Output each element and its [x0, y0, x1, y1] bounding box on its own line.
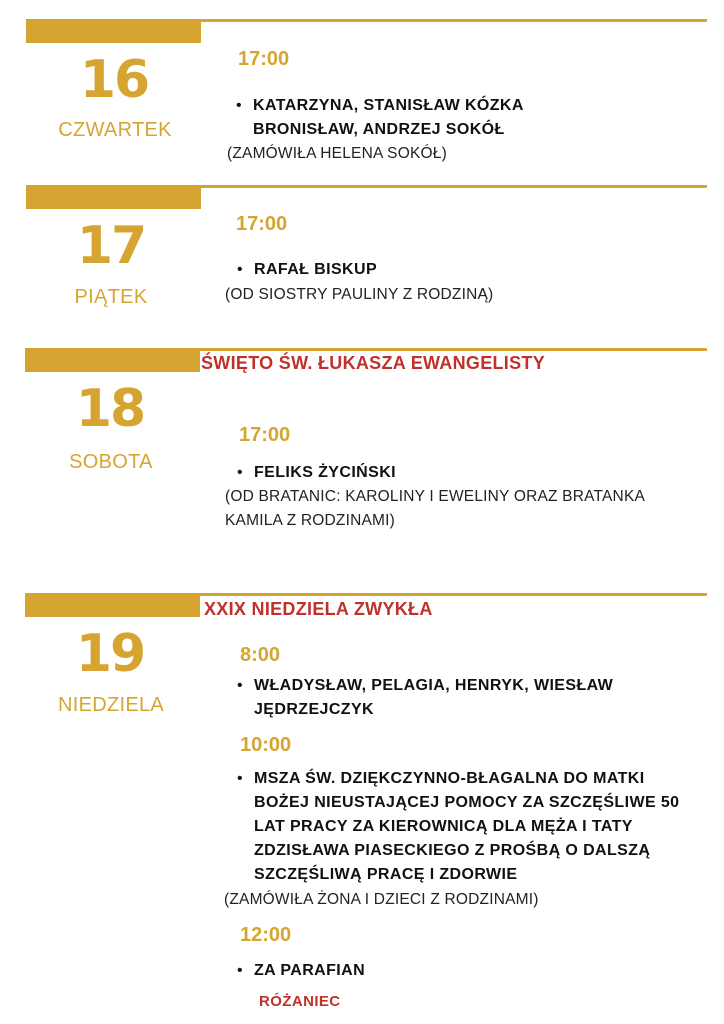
rosary-label: RÓŻANIEC: [259, 993, 341, 1010]
day-name: CZWARTEK: [58, 119, 172, 141]
mass-intention: ZA PARAFIAN: [254, 962, 366, 979]
bullet-icon: •: [236, 97, 242, 114]
mass-intention: KATARZYNA, STANISŁAW KÓZKA BRONISŁAW, ANDRZEJ SOKÓŁ: [253, 97, 524, 138]
day-number: 16: [79, 50, 149, 110]
day-name: SOBOTA: [69, 451, 153, 473]
mass-time: 12:00: [240, 924, 292, 946]
header-bar: [26, 185, 201, 209]
day-number: 17: [76, 216, 146, 276]
bullet-icon: •: [237, 261, 243, 278]
mass-note: (ZAMÓWIŁA ŻONA I DZIECI Z RODZINAMI): [224, 891, 539, 908]
bullet-icon: •: [237, 464, 243, 481]
header-rule: [26, 185, 707, 188]
mass-intention: FELIKS ŻYCIŃSKI: [254, 464, 397, 481]
bullet-icon: •: [237, 962, 243, 979]
header-bar: [25, 348, 200, 372]
day-number: 19: [75, 624, 145, 684]
header-rule: [25, 348, 707, 351]
mass-time: 10:00: [240, 734, 292, 756]
mass-intention: MSZA ŚW. DZIĘKCZYNNO-BŁAGALNA DO MATKI BOŻEJ NIEUSTAJĄCEJ POMOCY ZA SZCZĘŚLIWE 50 LAT PRACY ZA KIEROWNICĄ DLA MĘŻA I TATY ZDZISŁAWA PIASECKIEGO Z PROŚBĄ O DALSZĄ SZCZĘŚLIWĄ PRACĘ I ZDORWIE: [254, 770, 680, 883]
feast-title: ŚWIĘTO ŚW. ŁUKASZA EWANGELISTY: [201, 353, 546, 373]
mass-intention: WŁADYSŁAW, PELAGIA, HENRYK, WIESŁAW JĘDRZEJCZYK: [254, 677, 614, 718]
mass-note: (ZAMÓWIŁA HELENA SOKÓŁ): [227, 145, 447, 162]
day-number: 18: [75, 379, 145, 439]
mass-time: 8:00: [240, 644, 281, 666]
mass-time: 17:00: [236, 213, 288, 235]
mass-time: 17:00: [238, 48, 290, 70]
header-rule: [26, 19, 707, 22]
day-name: PIĄTEK: [74, 286, 148, 308]
feast-title: XXIX NIEDZIELA ZWYKŁA: [204, 599, 433, 619]
bullet-icon: •: [237, 770, 243, 787]
day-name: NIEDZIELA: [57, 694, 165, 716]
mass-note: (OD SIOSTRY PAULINY Z RODZINĄ): [225, 286, 494, 303]
bullet-icon: •: [237, 677, 243, 694]
mass-intention: RAFAŁ BISKUP: [254, 261, 378, 278]
mass-note: (OD BRATANIC: KAROLINY I EWELINY ORAZ BRATANKA KAMILA Z RODZINAMI): [225, 488, 645, 529]
header-bar: [25, 593, 200, 617]
header-bar: [26, 19, 201, 43]
header-rule: [25, 593, 707, 596]
mass-time: 17:00: [239, 424, 291, 446]
